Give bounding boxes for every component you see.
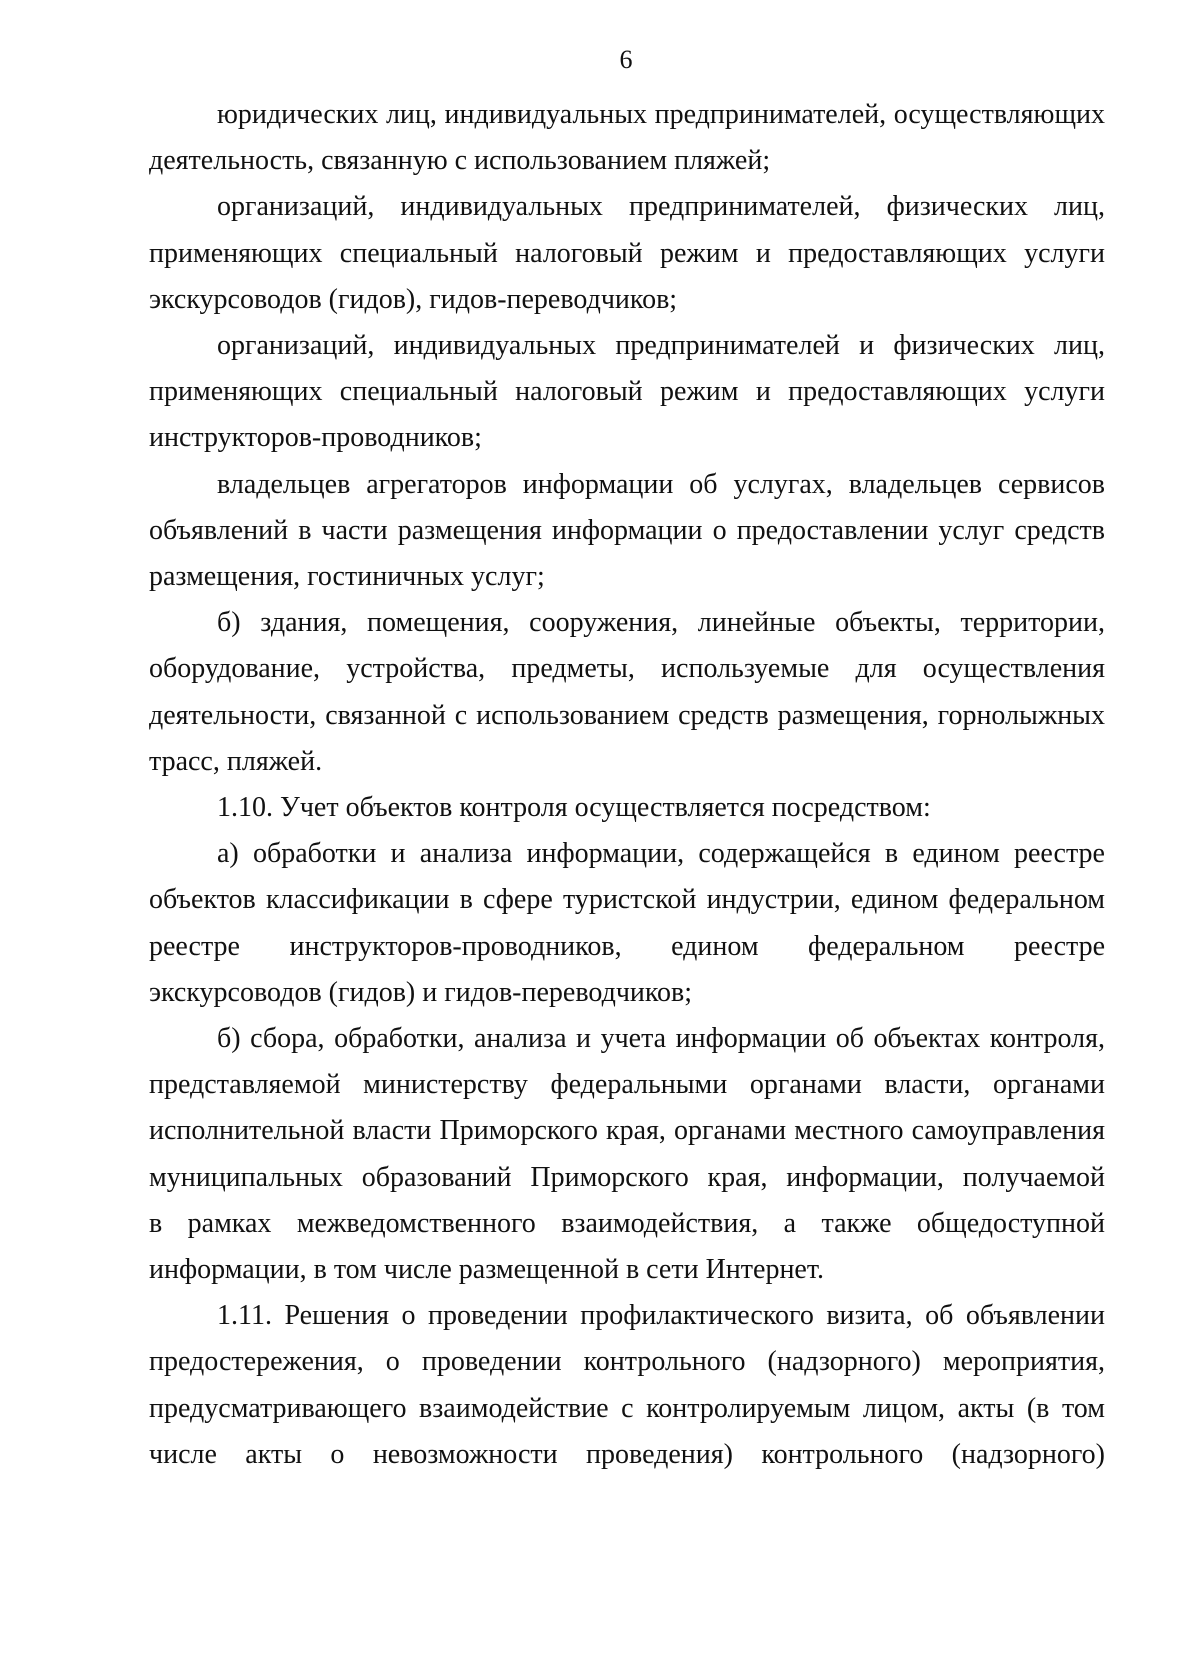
paragraph	[149, 184, 1105, 323]
text-line: оборудование, устройства, предметы, используемые для осуществления	[149, 653, 1105, 685]
text-line: информации, в том числе размещенной в сети Интернет.	[149, 1254, 824, 1286]
text-line: в рамках межведомственного взаимодействия, а также общедоступной	[149, 1207, 1105, 1239]
text-line: трасс, пляжей.	[149, 745, 323, 777]
paragraph	[149, 462, 1105, 601]
text-line: объектов классификации в сфере туристской индустрии, едином федеральном	[149, 884, 1105, 916]
text-line: числе акты о невозможности проведения) контрольного (надзорного)	[149, 1438, 1105, 1470]
text-line: деятельности, связанной с использованием средств размещения, горнолыжных	[149, 699, 1105, 731]
text-line: муниципальных образований Приморского края, информации, получаемой	[149, 1161, 1105, 1193]
text-line: 1.10. Учет объектов контроля осуществляется посредством:	[217, 792, 931, 824]
text-line: предусматривающего взаимодействие с контролируемым лицом, акты (в том	[149, 1392, 1105, 1424]
text-line: а) обработки и анализа информации, содержащейся в едином реестре	[217, 838, 1105, 870]
document-body	[149, 92, 1105, 1478]
text-line: экскурсоводов (гидов), гидов-переводчиков;	[149, 283, 678, 315]
text-line: деятельность, связанную с использованием пляжей;	[149, 145, 771, 177]
paragraph	[149, 785, 1105, 831]
text-line: представляемой министерству федеральными органами власти, органами	[149, 1069, 1105, 1101]
text-line: экскурсоводов (гидов) и гидов-переводчиков;	[149, 976, 693, 1008]
paragraph	[149, 1016, 1105, 1293]
paragraph	[149, 92, 1105, 184]
text-line: владельцев агрегаторов информации об услугах, владельцев сервисов	[217, 468, 1105, 500]
text-line: б) здания, помещения, сооружения, линейные объекты, территории,	[217, 607, 1105, 639]
paragraph	[149, 831, 1105, 1016]
text-line: реестре инструкторов-проводников, едином федеральном реестре	[149, 930, 1105, 962]
text-line: применяющих специальный налоговый режим и предоставляющих услуги	[149, 237, 1105, 269]
text-line: применяющих специальный налоговый режим и предоставляющих услуги	[149, 376, 1105, 408]
page-number: 6	[619, 45, 633, 74]
text-line: инструкторов-проводников;	[149, 422, 482, 454]
text-line: размещения, гостиничных услуг;	[149, 561, 545, 593]
text-line: юридических лиц, индивидуальных предпринимателей, осуществляющих	[217, 99, 1105, 130]
text-line: 1.11. Решения о проведении профилактического визита, об объявлении	[217, 1300, 1105, 1332]
text-line: предостережения, о проведении контрольного (надзорного) мероприятия,	[149, 1346, 1105, 1378]
text-line: б) сбора, обработки, анализа и учета информации об объектах контроля,	[217, 1023, 1105, 1055]
text-line: исполнительной власти Приморского края, органами местного самоуправления	[149, 1115, 1105, 1147]
paragraph	[149, 323, 1105, 462]
paragraph	[149, 600, 1105, 785]
text-line: организаций, индивидуальных предпринимателей и физических лиц,	[217, 330, 1105, 362]
text-line: объявлений в части размещения информации о предоставлении услуг средств	[149, 514, 1105, 546]
paragraph	[149, 1293, 1105, 1478]
text-line: организаций, индивидуальных предпринимателей, физических лиц,	[217, 191, 1105, 223]
